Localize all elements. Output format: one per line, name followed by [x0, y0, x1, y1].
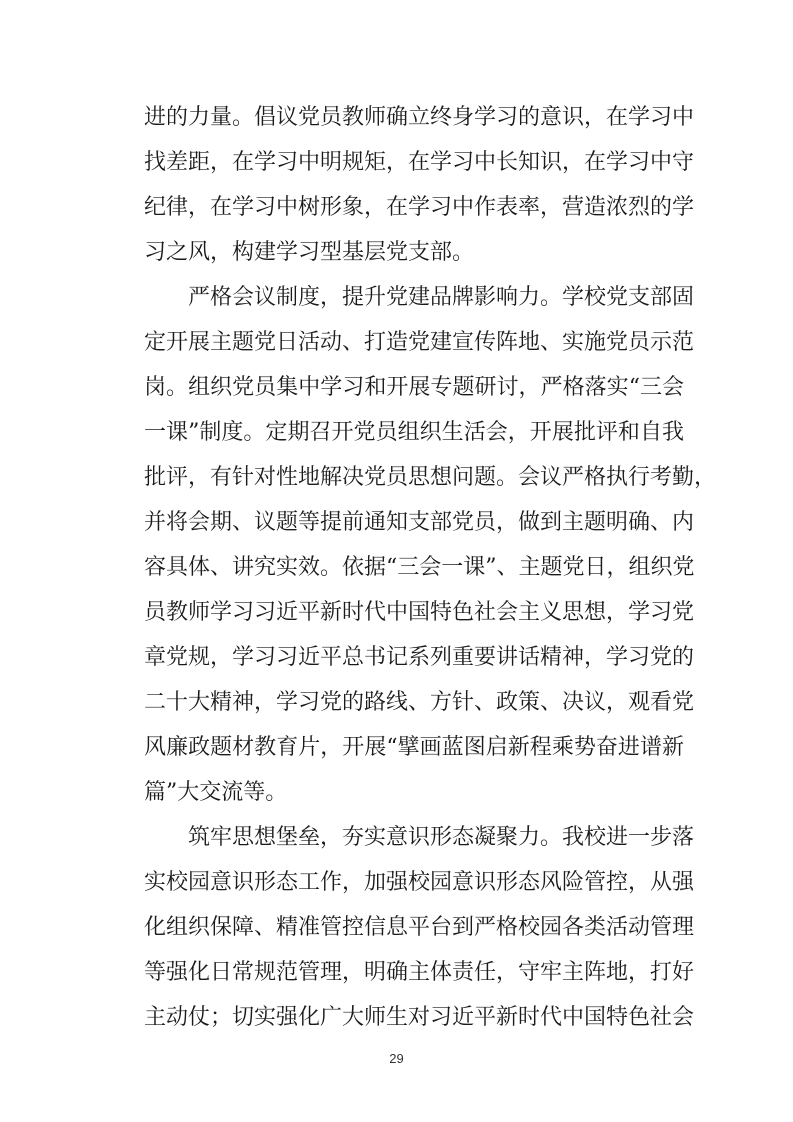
paragraph-1-line-1: 进的力量。倡议党员教师确立终身学习的意识，在学习中	[144, 105, 695, 130]
paragraph-3-line-1: 筑牢思想堡垒，夯实意识形态凝聚力。我校进一步落	[188, 825, 695, 850]
paragraph-2-line-5: 批评，有针对性地解决党员思想问题。会议严格执行考勤，	[144, 465, 717, 490]
paragraph-2-line-12: 篇”大交流等。	[144, 780, 288, 805]
paragraph-2-line-9: 章党规，学习习近平总书记系列重要讲话精神，学习党的	[144, 645, 695, 670]
paragraph-3-line-5: 主动仗；切实强化广大师生对习近平新时代中国特色社会	[144, 1005, 695, 1030]
paragraph-2-line-7: 容具体、讲究实效。依据“三会一课”、主题党日，组织党	[144, 555, 695, 580]
paragraph-2-line-4: 一课”制度。定期召开党员组织生活会，开展批评和自我	[144, 420, 684, 445]
paragraph-1-line-4: 习之风，构建学习型基层党支部。	[144, 240, 475, 265]
paragraph-3-line-4: 等强化日常规范管理，明确主体责任，守牢主阵地，打好	[144, 960, 695, 985]
paragraph-2-line-3: 岗。组织党员集中学习和开展专题研讨，严格落实“三会	[144, 375, 684, 400]
paragraph-1-line-3: 纪律，在学习中树形象，在学习中作表率，营造浓烈的学	[144, 195, 695, 220]
paragraph-2-line-11: 风廉政题材教育片，开展“擘画蓝图启新程乘势奋进谱新	[144, 735, 684, 760]
paragraph-2-line-6: 并将会期、议题等提前通知支部党员，做到主题明确、内	[144, 510, 695, 535]
page-number: 29	[389, 1051, 404, 1066]
paragraph-2-line-10: 二十大精神，学习党的路线、方针、政策、决议，观看党	[144, 690, 695, 715]
paragraph-2-line-1: 严格会议制度，提升党建品牌影响力。学校党支部固	[188, 285, 695, 310]
paragraph-3-line-3: 化组织保障、精准管控信息平台到严格校园各类活动管理	[144, 915, 695, 940]
paragraph-1-line-2: 找差距，在学习中明规矩，在学习中长知识，在学习中守	[144, 150, 695, 175]
paragraph-3-line-2: 实校园意识形态工作，加强校园意识形态风险管控，从强	[144, 870, 695, 895]
paragraph-2-line-2: 定开展主题党日活动、打造党建宣传阵地、实施党员示范	[144, 330, 695, 355]
paragraph-2-line-8: 员教师学习习近平新时代中国特色社会主义思想，学习党	[144, 600, 695, 625]
